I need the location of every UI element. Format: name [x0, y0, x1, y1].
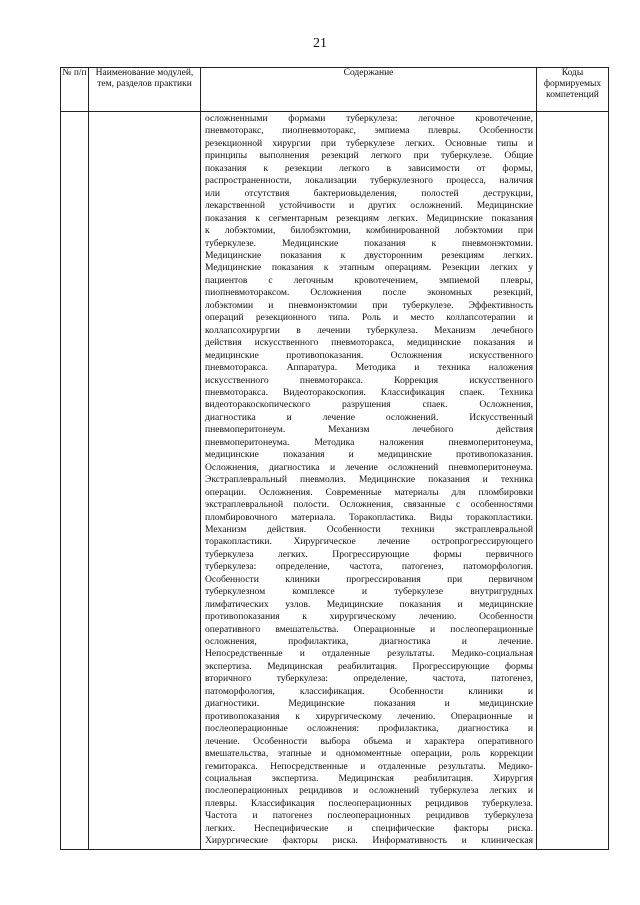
content-line: действия искусственного пневмоторакса, медицинские показания и [205, 337, 533, 349]
content-line: медицинские показания и медицинские противопоказания. [205, 449, 533, 461]
content-line: пневмоторакса. Аппаратура. Методика и техника наложения [205, 362, 533, 374]
content-line: пиопневмотораксом. Осложнения после экономных резекций, [205, 287, 533, 299]
practice-content-table [60, 67, 609, 850]
content-line: Медицинские показания к двусторонним резекциям легких. [205, 249, 533, 261]
content-line: противопоказания к хирургическому лечению. Операционные и [205, 710, 533, 722]
content-line: операций резекционного типа. Роль и место коллапсотерапии и [205, 312, 533, 324]
content-line: медицинские противопоказания. Осложнения искусственного [205, 349, 533, 361]
content-line: осложненными формами туберкулеза: легочное кровотечение, [205, 113, 533, 124]
content-line: пациентов с легочным кровотечением, эмпиемой плевры, [205, 274, 533, 286]
table-header-row [61, 68, 609, 112]
content-line: пневмоперитонеума. Методика наложения пневмоперитонеума, [205, 436, 533, 448]
content-line: пневмоперитонеум. Механизм лечебного действия [205, 424, 533, 436]
content-line: противопоказания к хирургическому лечению. Особенности [205, 611, 533, 623]
content-line: лечение. Особенности выбора объема и характера оперативного [205, 735, 533, 747]
content-line: гемиторакса. Непосредственные и отдаленные результаты. Медико- [205, 760, 533, 772]
content-line: экстраплевральной полости. Осложнения, связанные с особенностями [205, 499, 533, 511]
content-line: пневмоторакс, пиопневмоторакс, эмпиема плевры. Особенности [205, 125, 533, 137]
content-line: Непосредственные и отдаленные результаты. Медико-социальная [205, 648, 533, 660]
content-line: Особенности клиники прогрессирования при первичном [205, 573, 533, 585]
content-line: вмешательства, этапные и одномоментные операции, роль коррекции [205, 748, 533, 760]
content-line: Осложнения, диагностика и лечение осложнений пневмоперитонеума. [205, 461, 533, 473]
cell-codes [537, 112, 609, 850]
content-line: диагностики. Медицинские показания и медицинские [205, 698, 533, 710]
content-line: торакопластики. Хирургическое лечение остропрогрессирующего [205, 536, 533, 548]
content-line: лобэктомии и пневмонэктомии при туберкулезе. Эффективность [205, 299, 533, 311]
header-module: Наименование модулей, тем, разделов практики [89, 68, 201, 112]
content-line: социальная экспертиза. Медицинская реабилитация. Хирургия [205, 773, 533, 785]
content-line: Экстраплевральный пневмолиз. Медицинские показания и техника [205, 474, 533, 486]
content-line: операции. Осложнения. Современные материалы для пломбировки [205, 486, 533, 498]
content-line: туберкулезе. Медицинские показания к пневмонэктомии. [205, 237, 533, 249]
content-line: туберкулеза: определение, частота, патогенез, патоморфология. [205, 561, 533, 573]
content-line: распространенности, локализации туберкулезного процесса, наличия [205, 175, 533, 187]
content-line: послеоперационных рецидивов и осложнений туберкулеза легких и [205, 785, 533, 797]
content-line: Хирургические факторы риска. Информативность и клиническая [205, 835, 533, 847]
content-line: принципы выполнения резекций легкого при туберкулезе. Общие [205, 150, 533, 162]
content-line: пневмоторакса. Видеоторакоскопия. Классификация спаек. Техника [205, 386, 533, 398]
cell-module [89, 112, 201, 850]
content-line: лимфатических узлов. Медицинские показания и медицинские [205, 598, 533, 610]
header-content: Содержание [201, 68, 537, 112]
content-line: плевры. Классификация послеоперационных рецидивов туберкулеза. [205, 797, 533, 809]
header-num: № п/п [61, 68, 89, 112]
content-line: или отсутствия бактериовыделения, полостей деструкции, [205, 187, 533, 199]
content-line: показания к сегментарным резекциям легких. Медицинские показания [205, 212, 533, 224]
content-line: пломбировочного материала. Торакопластика. Виды торакопластики. [205, 511, 533, 523]
content-line: оперативного вмешательства. Операционные и послеоперационные [205, 623, 533, 635]
content-line: легких. Неспецифические и специфические факторы риска. [205, 822, 533, 834]
content-text [201, 112, 536, 849]
page-number: 21 [313, 36, 327, 51]
content-line: послеоперационные осложнения: профилактика, диагностика и [205, 723, 533, 735]
cell-content [201, 112, 537, 850]
content-line: резекционной хирургии при туберкулезе легких. Основные типы и [205, 137, 533, 149]
content-line: Частота и патогенез послеоперационных рецидивов туберкулеза [205, 810, 533, 822]
content-line: туберкулеза легких. Прогрессирующие формы первичного [205, 548, 533, 560]
content-line: искусственного пневмоторакса. Коррекция искусственного [205, 374, 533, 386]
content-line: Механизм действия. Особенности техники экстраплевральной [205, 523, 533, 535]
content-line: Медицинские показания к этапным операциям. Резекции легких у [205, 262, 533, 274]
content-line: вторичного туберкулеза: определение, частота, патогенез, [205, 673, 533, 685]
content-line: диагностика и лечение осложнений. Искусственный [205, 411, 533, 423]
content-line: показания к резекции легкого в зависимости от формы, [205, 162, 533, 174]
content-line: экспертиза. Медицинская реабилитация. Прогрессирующие формы [205, 660, 533, 672]
content-line: к лобэктомии, билобэктомии, комбинированной лобэктомии при [205, 225, 533, 237]
content-line: осложнения, профилактика, диагностика и лечение. [205, 636, 533, 648]
content-line: видеоторакоскопического разрушения спаек. Осложнения, [205, 399, 533, 411]
header-codes: Коды формируемых компетенций [537, 68, 609, 112]
content-line: коллапсохирургии в лечении туберкулеза. Механизм лечебного [205, 324, 533, 336]
content-line: патоморфология, классификация. Особенности клиники и [205, 685, 533, 697]
cell-num [61, 112, 89, 850]
content-line: лекарственной устойчивости и других осложнений. Медицинские [205, 200, 533, 212]
content-line: туберкулезном комплексе и туберкулезе внутригрудных [205, 586, 533, 598]
table-row [61, 112, 609, 850]
